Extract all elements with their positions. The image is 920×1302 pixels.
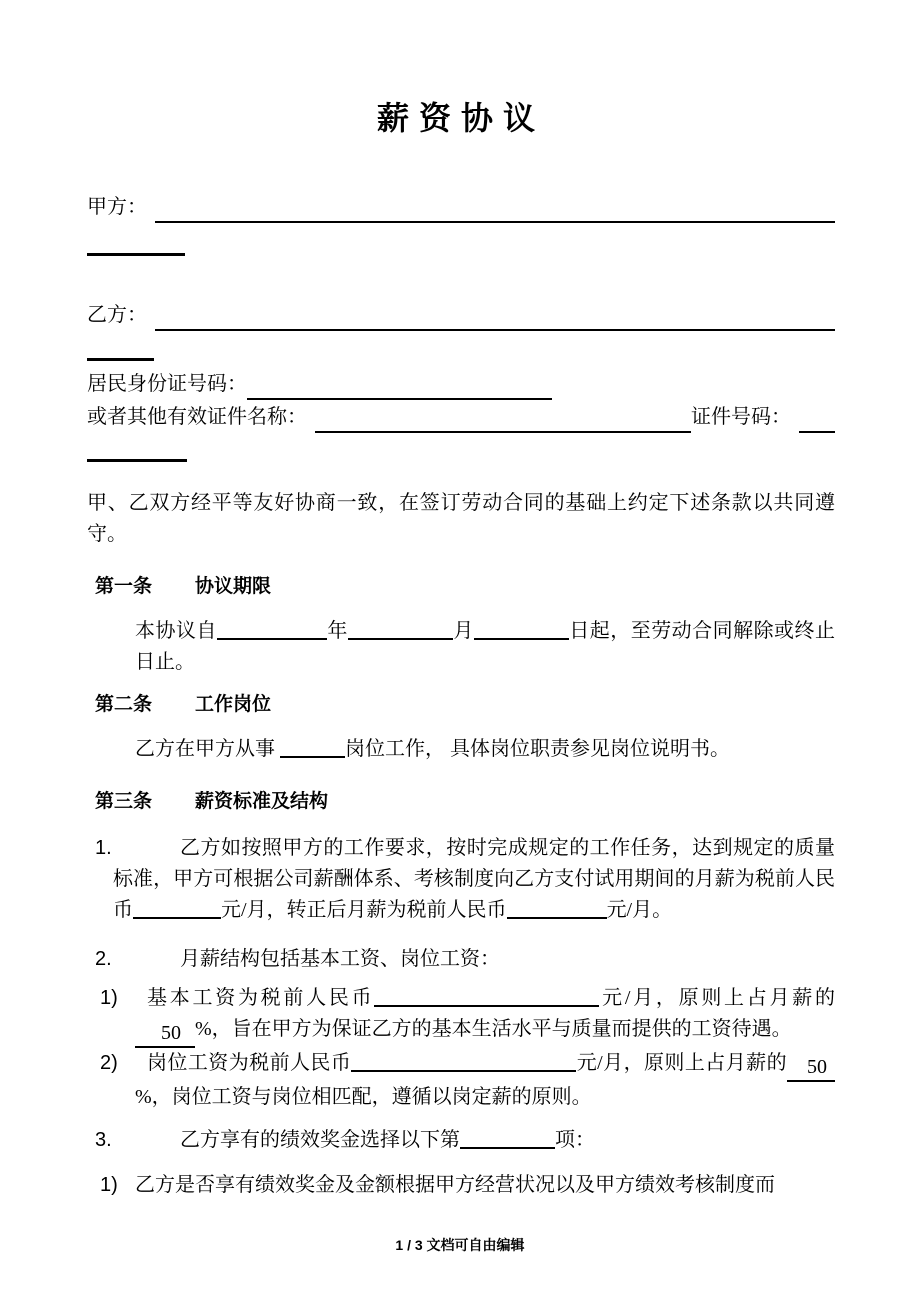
document-title: 薪资协议 — [376, 100, 545, 136]
base-salary-blank[interactable] — [374, 985, 599, 1007]
cert-number-label: 证件号码： — [691, 406, 791, 428]
party-a-blank[interactable] — [155, 195, 835, 223]
cert-number-blank[interactable] — [799, 409, 835, 433]
text-segment: 乙方享有的绩效奖金选择以下第 — [180, 1129, 460, 1151]
text-segment: 元/月，原则上占月薪的 — [576, 1052, 788, 1074]
party-b-blank-continuation[interactable] — [87, 358, 154, 361]
text-segment: 元/月，原则上占月薪的 — [599, 987, 836, 1009]
text-segment: 基本工资为税前人民币 — [147, 987, 375, 1009]
clause-3-3-sub-1 — [100, 1170, 835, 1201]
party-b-blank[interactable] — [155, 303, 835, 331]
article-1-heading — [95, 574, 835, 600]
article-2-number: 第二条 — [95, 694, 153, 715]
text-segment: 本协议自 — [135, 620, 217, 642]
id-number-row — [87, 369, 835, 400]
text-segment: 乙方在甲方从事 — [135, 738, 280, 760]
text-segment: 年 — [326, 620, 348, 642]
other-cert-row — [87, 402, 835, 433]
post-salary-blank[interactable] — [351, 1050, 576, 1072]
text-segment: 元/月，转正后月薪为税前人民币 — [221, 899, 507, 921]
text-segment: 乙方是否享有绩效奖金及金额根据甲方经营状况以及甲方绩效考核制度而 — [135, 1174, 775, 1196]
month-blank[interactable] — [348, 618, 453, 640]
text-segment: 月 — [452, 620, 474, 642]
article-3-title: 薪资标准及结构 — [195, 791, 329, 812]
text-segment: 日起，至劳动合同解除或终止日止。 — [135, 620, 836, 673]
regular-salary-blank[interactable] — [507, 897, 607, 919]
article-3-number: 第三条 — [95, 791, 153, 812]
clause-3-1-number: 1. — [95, 837, 112, 859]
article-3-heading — [95, 789, 835, 815]
clause-3-2-number: 2. — [95, 948, 112, 970]
clause-3-3 — [95, 1125, 835, 1156]
article-2-heading — [95, 692, 835, 718]
clause-3-2-sub-2 — [100, 1048, 835, 1113]
party-a-label: 甲方： — [87, 196, 147, 218]
post-salary-percent-blank[interactable]: 50 — [787, 1054, 835, 1082]
id-number-blank[interactable] — [247, 376, 552, 400]
page-footer: 1 / 3 文档可自由编辑 — [395, 1237, 525, 1253]
text-segment: 项： — [555, 1129, 595, 1151]
text-segment: 岗位工作， 具体岗位职责参见岗位说明书。 — [345, 738, 730, 760]
article-1-title: 协议期限 — [195, 576, 272, 597]
text-segment: 岗位工资为税前人民币 — [147, 1052, 352, 1074]
party-a-row — [87, 192, 835, 223]
cert-number-blank-continuation[interactable] — [87, 459, 187, 462]
bonus-option-blank[interactable] — [460, 1127, 555, 1149]
clause-3-2-sub-1 — [100, 983, 836, 1048]
party-b-row — [87, 300, 835, 331]
party-a-blank-continuation[interactable] — [87, 253, 185, 256]
party-b-label: 乙方： — [87, 304, 147, 326]
article-2-body — [135, 734, 835, 765]
preamble-paragraph: 甲、乙双方经平等友好协商一致，在签订劳动合同的基础上约定下述条款以共同遵守。 — [87, 492, 835, 545]
text-segment: 乙方如按照甲方的工作要求，按时完成规定的工作任务，达到规定的质量标准，甲方可根据公司薪酬体系、考核制度向乙方支付试用期间的月薪为税前人民币 — [113, 837, 835, 921]
position-blank[interactable] — [280, 736, 345, 758]
clause-3-2-sub-2-number: 2) — [100, 1052, 118, 1074]
article-2-title: 工作岗位 — [195, 694, 272, 715]
text-segment: 元/月。 — [606, 899, 673, 921]
clause-3-2 — [95, 944, 835, 975]
other-cert-label: 或者其他有效证件名称： — [87, 406, 307, 428]
article-1-number: 第一条 — [95, 576, 153, 597]
clause-3-3-number: 3. — [95, 1129, 112, 1151]
probation-salary-blank[interactable] — [133, 897, 221, 919]
other-cert-name-blank[interactable] — [315, 405, 691, 433]
clause-3-1 — [95, 833, 835, 926]
text-segment: %，旨在甲方为保证乙方的基本生活水平与质量而提供的工资待遇。 — [195, 1018, 792, 1040]
id-number-label: 居民身份证号码： — [87, 373, 247, 395]
clause-3-2-sub-1-number: 1) — [100, 987, 118, 1009]
article-1-body — [135, 616, 835, 678]
base-salary-percent-blank[interactable]: 50 — [135, 1020, 195, 1048]
text-segment: 月薪结构包括基本工资、岗位工资： — [180, 948, 500, 970]
day-blank[interactable] — [474, 618, 569, 640]
clause-3-3-sub-1-number: 1) — [100, 1174, 118, 1196]
text-segment: %，岗位工资与岗位相匹配，遵循以岗定薪的原则。 — [135, 1086, 592, 1108]
year-blank[interactable] — [217, 618, 327, 640]
